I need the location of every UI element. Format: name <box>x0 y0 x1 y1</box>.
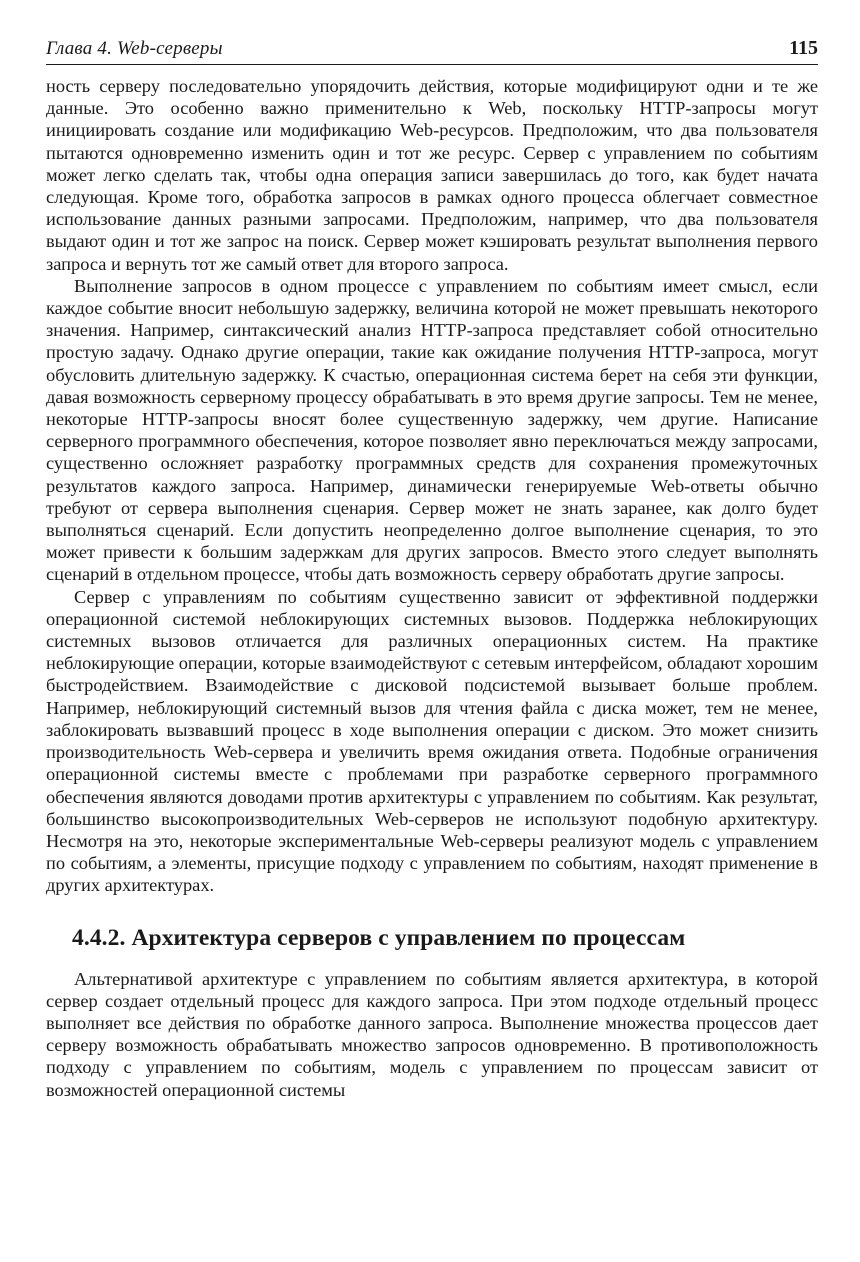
running-header <box>46 30 818 65</box>
section-heading: 4.4.2. Архитектура серверов с управлением по процессам <box>72 924 686 951</box>
paragraph: Сервер с управлениям по событиям существенно зависит от эффективной поддержки операционной системой неблокирующих системных вызовов. Поддержка неблокирующих системных вызовов отличается для различных операционных систем. На практике неблокирующие операции, которые взаимодействуют с сетевым интерфейсом, обладают хорошим быстродействием. Взаимодействие с дисковой подсистемой вызывает больше проблем. Например, неблокирующий системный вызов для чтения файла с диска может, тем не менее, заблокировать вызвавший процесс в ходе выполнения операции с диском. Это может снизить производительность Web-сервера и увеличить время ожидания ответа. Подобные ограничения операционной системы вместе с проблемами при разработке серверного программного обеспечения являются доводами против архитектуры с управлением по событиям. Как результат, большинство высокопроизводительных Web-серверов не используют подобную архитектуру. Несмотря на это, некоторые экспериментальные Web-серверы реализуют модель с управлением по событиям, а элементы, присущие подходу с управлением по событиям, находят применение в других архитектурах. <box>46 586 818 896</box>
paragraph: Выполнение запросов в одном процессе с управлением по событиям имеет смысл, если каждое событие вносит небольшую задержку, величина которой не может превышать некоторого значения. Например, синтаксический анализ HTTP-запроса представляет собой относительно простую задачу. Однако другие операции, такие как ожидание получения HTTP-запроса, могут обусловить длительную задержку. К счастью, операционная система берет на себя эти функции, давая возможность серверному процессу обрабатывать в это время другие запросы. Тем не менее, некоторые HTTP-запросы вносят более существенную задержку, чем другие. Написание серверного программного обеспечения, которое позволяет явно переключаться между запросами, существенно осложняет разработку программных средств для сохранения промежуточных результатов каждого запроса. Например, динамически генерируемые Web-ответы обычно требуют от сервера выполнения сценария. Сервер может не знать заранее, как долго будет выполняться сценарий. Если допустить неопределенно долгое выполнение сценария, то это может привести к большим задержкам для других запросов. Вместо этого следует выполнять сценарий в отдельном процессе, чтобы дать возможность серверу обработать другие запросы. <box>46 275 818 585</box>
book-page <box>46 30 818 1101</box>
chapter-title: Глава 4. Web-серверы <box>46 38 223 59</box>
paragraph: ность серверу последовательно упорядочить действия, которые модифицируют одни и те же данные. Это особенно важно применительно к Web, поскольку HTTP-запросы могут инициировать создание или модификацию Web-ресурсов. Предположим, что два пользователя пытаются одновременно изменить один и тот же ресурс. Сервер с управлением по событиям может легко сделать так, чтобы одна операция записи завершилась до того, как будет начата следующая. Кроме того, обработка запросов в рамках одного процесса облегчает совместное использование данных разными запросами. Предположим, например, что два пользователя выдают один и тот же запрос на поиск. Сервер может кэшировать результат выполнения первого запроса и вернуть тот же самый ответ для второго запроса. <box>46 76 818 274</box>
body-text <box>46 75 818 1101</box>
paragraph: Альтернативой архитектуре с управлением по событиям является архитектура, в которой сервер создает отдельный процесс для каждого запроса. При этом подходе отдельный процесс выполняет все действия по обработке данного запроса. Выполнение множества процессов дает серверу возможность обрабатывать множество запросов одновременно. В противоположность подходу с управлением по событиям, модель с управлением по процессам зависит от возможностей операционной системы <box>46 968 818 1100</box>
page-number: 115 <box>789 37 818 59</box>
